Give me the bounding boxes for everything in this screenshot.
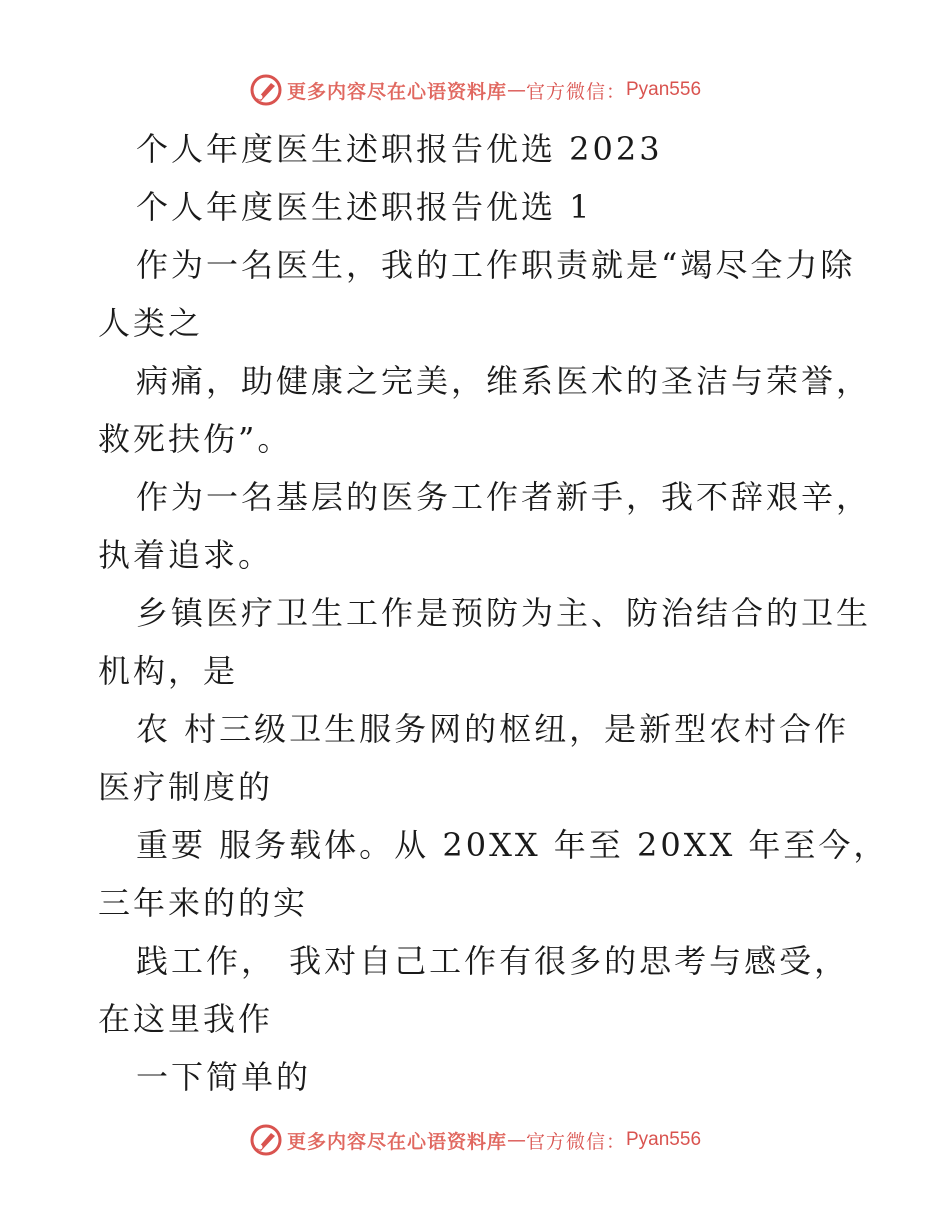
watermark-site-text: 更多内容尽在心语资料库 [286,1130,507,1153]
paragraph-line: 作为一名基层的医务工作者新手，我不辞艰辛， [136,478,872,516]
watermark-dash: — [506,1129,526,1151]
document-title: 个人年度医生述职报告优选 2023 [136,130,663,168]
watermark-wechat-label: 官方微信： [525,1130,626,1153]
paragraph-line: 乡镇医疗卫生工作是预防为主、防治结合的卫生 [136,594,872,632]
watermark-banner-bottom [0,1120,950,1160]
watermark-banner-top [0,70,950,110]
paragraph-line: 机构，是 [98,652,239,690]
paragraph-line: 作为一名医生，我的工作职责就是“竭尽全力除 [136,246,856,284]
paragraph-line: 一下简单的 [136,1058,312,1096]
paragraph-line: 医疗制度的 [98,768,274,806]
paragraph-line: 在这里我作 [98,1000,274,1038]
paragraph-line: 践工作， 我对自己工作有很多的思考与感受， [136,942,850,980]
pen-logo-icon [249,1123,283,1157]
pen-logo-icon [249,73,283,107]
watermark-wechat-id: Pyan556 [626,79,702,100]
paragraph-line: 农 村三级卫生服务网的枢纽，是新型农村合作 [136,710,850,748]
watermark-wechat-id: Pyan556 [626,1129,702,1150]
document-body [98,120,889,1106]
paragraph-line: 重要 服务载体。从 20XX 年至 20XX 年至今， [136,826,889,864]
paragraph-line: 执着追求。 [98,536,274,574]
paragraph-line: 人类之 [98,304,204,342]
paragraph-line: 病痛，助健康之完美，维系医术的圣洁与荣誉， [136,362,872,400]
watermark-wechat-label: 官方微信： [525,80,626,103]
paragraph-line: 救死扶伤”。 [98,420,293,458]
watermark-site-text: 更多内容尽在心语资料库 [286,80,507,103]
watermark-dash: — [506,79,526,101]
section-heading: 个人年度医生述职报告优选 1 [136,188,593,226]
paragraph-line: 三年来的的实 [98,884,309,922]
